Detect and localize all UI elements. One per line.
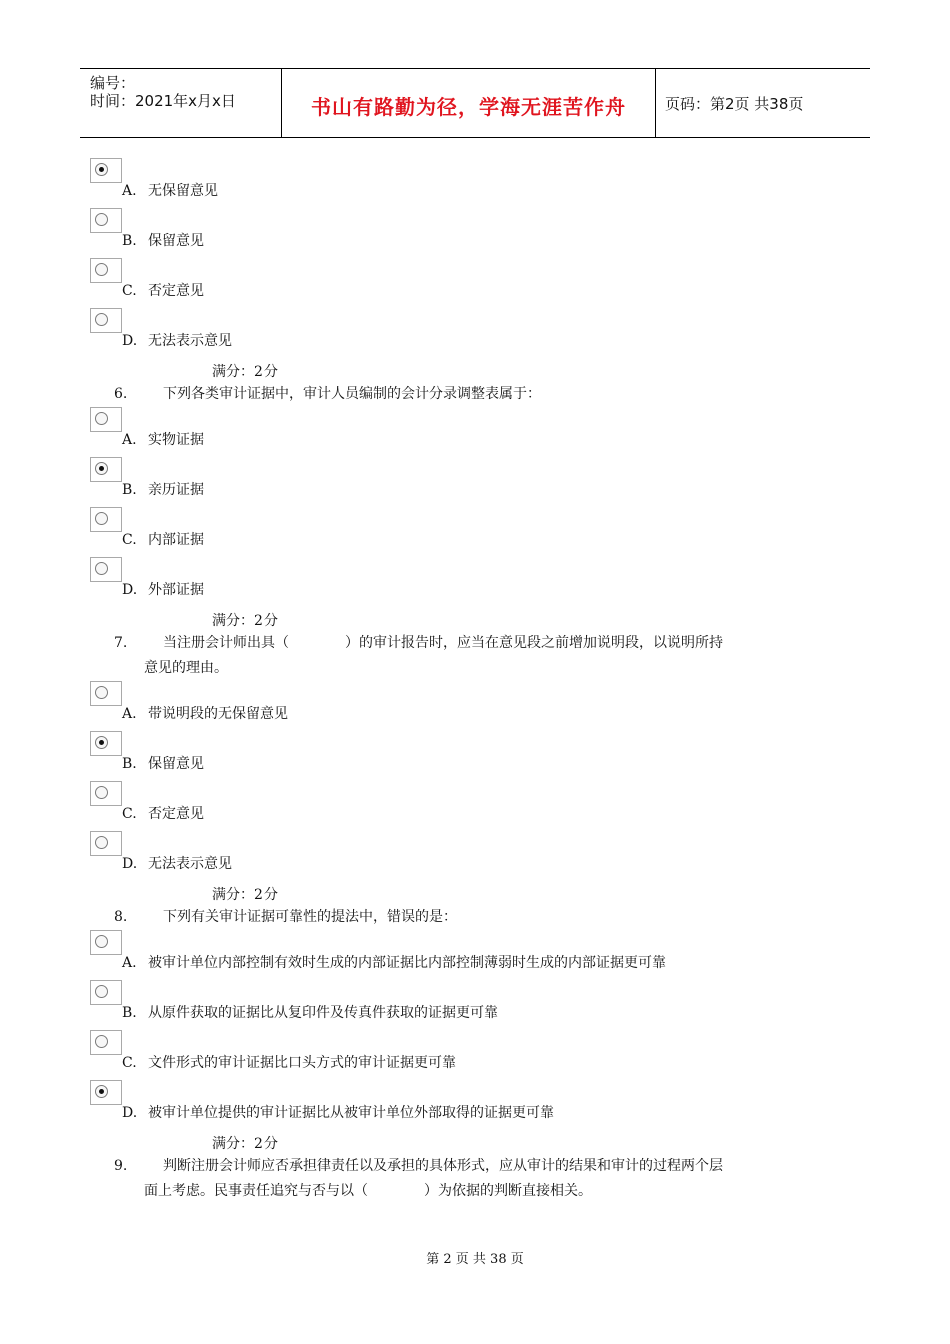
score-value: 满分：2 <box>212 613 263 629</box>
option-text: 外部证据 <box>148 582 204 598</box>
q8-option-b <box>122 1002 498 1022</box>
q8-option-c <box>122 1052 456 1072</box>
question-number: 8. <box>114 909 128 925</box>
q6-option-c <box>122 529 204 549</box>
radio-circle-icon <box>95 836 108 849</box>
option-text: 否定意见 <box>148 806 204 822</box>
radio-circle-icon <box>95 686 108 699</box>
q6-option-c-radio[interactable] <box>90 507 122 532</box>
option-text: 内部证据 <box>148 532 204 548</box>
q5-option-d <box>122 330 232 350</box>
question-text: 下列有关审计证据可靠性的提法中，错误的是： <box>163 909 457 925</box>
score-value: 满分：2 <box>212 887 263 903</box>
option-text: 被审计单位内部控制有效时生成的内部证据比内部控制薄弱时生成的内部证据更可靠 <box>148 955 666 971</box>
radio-dot-icon <box>99 1089 104 1094</box>
option-letter: C. <box>122 1055 137 1071</box>
radio-circle-icon <box>95 462 108 475</box>
question-text-continued: 面上考虑。民事责任追究与否与以（ ）为依据的判断直接相关。 <box>144 1183 592 1199</box>
q5-option-d-radio[interactable] <box>90 308 122 333</box>
header-page-label: 页码：第2页 共38页 <box>665 95 804 113</box>
question-text-continued: 意见的理由。 <box>144 660 228 676</box>
option-text: 被审计单位提供的审计证据比从被审计单位外部取得的证据更可靠 <box>148 1105 554 1121</box>
option-letter: A. <box>122 706 137 722</box>
option-letter: D. <box>122 333 138 349</box>
option-text: 实物证据 <box>148 432 204 448</box>
score-unit: 分 <box>264 364 278 380</box>
score-value: 满分：2 <box>212 1136 263 1152</box>
q5-score <box>212 361 278 381</box>
option-letter: B. <box>122 756 137 772</box>
radio-circle-icon <box>95 263 108 276</box>
option-letter: A. <box>122 183 137 199</box>
option-text: 无法表示意见 <box>148 333 232 349</box>
option-letter: B. <box>122 233 137 249</box>
question-number: 7. <box>114 635 128 651</box>
radio-circle-icon <box>95 1085 108 1098</box>
option-text: 亲历证据 <box>148 482 204 498</box>
option-letter: B. <box>122 482 137 498</box>
header-info-cell <box>80 69 281 137</box>
score-unit: 分 <box>264 613 278 629</box>
q8-option-b-radio[interactable] <box>90 980 122 1005</box>
q6-option-a <box>122 429 204 449</box>
q7-option-c-radio[interactable] <box>90 781 122 806</box>
score-unit: 分 <box>264 1136 278 1152</box>
radio-circle-icon <box>95 935 108 948</box>
option-text: 保留意见 <box>148 233 204 249</box>
q7-option-a-radio[interactable] <box>90 681 122 706</box>
q7-option-c <box>122 803 204 823</box>
q6-option-b <box>122 479 204 499</box>
question-text: 下列各类审计证据中，审计人员编制的会计分录调整表属于： <box>163 386 541 402</box>
q7-score <box>212 884 278 904</box>
q7-option-b-radio[interactable] <box>90 731 122 756</box>
radio-circle-icon <box>95 213 108 226</box>
header-page-cell <box>655 69 870 137</box>
page-footer: 第 2 页 共 38 页 <box>426 1252 524 1267</box>
q6-score <box>212 610 278 630</box>
q8-option-a <box>122 952 666 972</box>
radio-circle-icon <box>95 163 108 176</box>
option-letter: C. <box>122 532 137 548</box>
option-letter: C. <box>122 283 137 299</box>
q8-option-c-radio[interactable] <box>90 1030 122 1055</box>
header-motto: 书山有路勤为径，学海无涯苦作舟 <box>311 95 626 119</box>
q7-option-b <box>122 753 204 773</box>
radio-dot-icon <box>99 740 104 745</box>
radio-circle-icon <box>95 562 108 575</box>
q6-option-d <box>122 579 204 599</box>
q5-option-c <box>122 280 204 300</box>
q5-option-a-radio[interactable] <box>90 158 122 183</box>
option-letter: A. <box>122 432 137 448</box>
q8-option-a-radio[interactable] <box>90 930 122 955</box>
option-text: 无法表示意见 <box>148 856 232 872</box>
question-text: 当注册会计师出具（ ）的审计报告时，应当在意见段之前增加说明段，以说明所持 <box>163 635 723 651</box>
document-number-label: 编号： <box>90 74 136 92</box>
option-letter: D. <box>122 1105 138 1121</box>
option-text: 否定意见 <box>148 283 204 299</box>
option-letter: A. <box>122 955 137 971</box>
radio-circle-icon <box>95 985 108 998</box>
q6-option-b-radio[interactable] <box>90 457 122 482</box>
radio-dot-icon <box>99 167 104 172</box>
q6-option-d-radio[interactable] <box>90 557 122 582</box>
q8-option-d-radio[interactable] <box>90 1080 122 1105</box>
radio-circle-icon <box>95 1035 108 1048</box>
score-unit: 分 <box>264 887 278 903</box>
option-letter: D. <box>122 856 138 872</box>
option-letter: B. <box>122 1005 137 1021</box>
document-time-label: 时间：2021年x月x日 <box>90 92 236 110</box>
radio-circle-icon <box>95 786 108 799</box>
q8-score <box>212 1133 278 1153</box>
option-letter: C. <box>122 806 137 822</box>
radio-dot-icon <box>99 466 104 471</box>
option-text: 保留意见 <box>148 756 204 772</box>
header-motto-cell <box>281 69 656 137</box>
question-number: 9. <box>114 1158 128 1174</box>
option-text: 带说明段的无保留意见 <box>148 706 288 722</box>
page-header <box>80 68 870 138</box>
q6-option-a-radio[interactable] <box>90 407 122 432</box>
option-letter: D. <box>122 582 138 598</box>
q5-option-b <box>122 230 204 250</box>
score-value: 满分：2 <box>212 364 263 380</box>
q7-option-d-radio[interactable] <box>90 831 122 856</box>
radio-circle-icon <box>95 412 108 425</box>
q5-option-a <box>122 180 218 200</box>
q7-option-d <box>122 853 232 873</box>
radio-circle-icon <box>95 313 108 326</box>
question-text: 判断注册会计师应否承担律责任以及承担的具体形式，应从审计的结果和审计的过程两个层 <box>163 1158 723 1174</box>
q8-option-d <box>122 1102 554 1122</box>
radio-circle-icon <box>95 512 108 525</box>
q5-option-b-radio[interactable] <box>90 208 122 233</box>
q5-option-c-radio[interactable] <box>90 258 122 283</box>
question-number: 6. <box>114 386 128 402</box>
radio-circle-icon <box>95 736 108 749</box>
option-text: 从原件获取的证据比从复印件及传真件获取的证据更可靠 <box>148 1005 498 1021</box>
q7-option-a <box>122 703 288 723</box>
option-text: 文件形式的审计证据比口头方式的审计证据更可靠 <box>148 1055 456 1071</box>
option-text: 无保留意见 <box>148 183 218 199</box>
